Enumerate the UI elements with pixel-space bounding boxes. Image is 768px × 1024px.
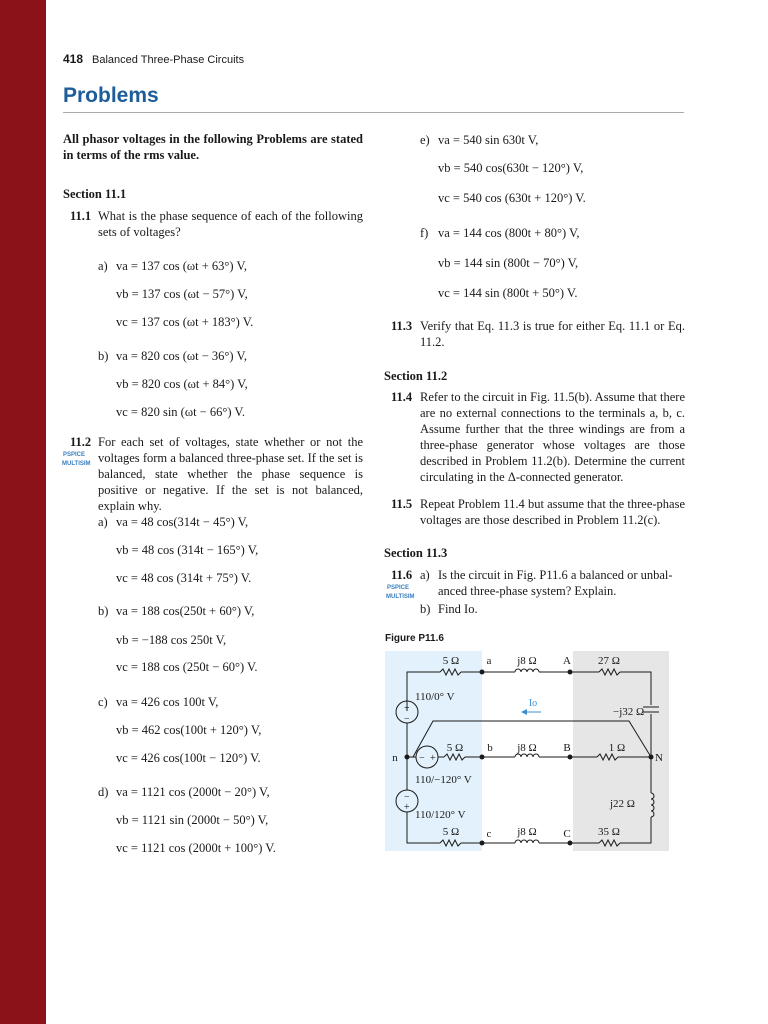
problem-text: What is the phase sequence of each of the following sets of voltages? [98, 209, 363, 239]
svg-text:−: − [404, 792, 410, 803]
equation: vb = 820 cos (ωt + 84°) V, [116, 377, 248, 391]
circuit-diagram [385, 651, 669, 851]
problem-text: For each set of voltages, state whether or not the voltages form a balanced three-phase set. If the set is balanced, state whether the phase sequence is positive or negative. If the set is not balanced, explain why. [98, 435, 363, 513]
equation: va = 1121 cos (2000t − 20°) V, [116, 785, 270, 799]
equation: vc = 188 cos (250t − 60°) V. [116, 660, 258, 674]
problem-number: 11.3 [391, 319, 413, 333]
equation: vb = 1121 sin (2000t − 50°) V, [116, 813, 269, 827]
problem-text: anced three-phase system? Explain. [438, 584, 617, 598]
part-label: a) [98, 515, 108, 529]
load-c-label: 35 Ω [598, 826, 620, 838]
equation: vc = 1121 cos (2000t + 100°) V. [116, 841, 276, 855]
equation: vb = 48 cos (314t − 165°) V, [116, 543, 259, 557]
equation: vc = 48 cos (314t + 75°) V. [116, 571, 252, 585]
load-a-label: 27 Ω [598, 655, 620, 667]
pspice-label: PSPICE [386, 585, 409, 591]
part-label: c) [98, 695, 108, 709]
part-label: d) [98, 785, 109, 799]
cap-label: −j32 Ω [613, 706, 645, 718]
equation: va = 820 cos (ωt − 36°) V, [116, 349, 248, 363]
svg-text:+: + [404, 703, 410, 714]
r-line-b-label: j8 Ω [517, 742, 537, 754]
svg-text:−: − [404, 714, 410, 725]
source-b-label: 110/−120° V [415, 774, 472, 786]
problem-number: 11.5 [391, 497, 413, 511]
intro-text: All phasor voltages in the following Problems are stated in terms of the rms value. [63, 132, 363, 162]
running-title: Balanced Three-Phase Circuits [92, 54, 245, 66]
node-b-label: b [487, 742, 493, 754]
equation: vc = 540 cos (630t + 120°) V. [438, 191, 586, 205]
problem-text: Is the circuit in Fig. P11.6 a balanced or unbal- [438, 568, 673, 582]
node-n-label: n [392, 752, 398, 764]
problem-text: Repeat Problem 11.4 but assume that the three-phase voltages are those described in Problem 11.2(c). [420, 497, 685, 527]
page-title: Problems [63, 84, 159, 107]
equation: vc = 144 sin (800t + 50°) V. [438, 286, 578, 300]
equation: vb = −188 cos 250t V, [116, 633, 227, 647]
equation: va = 144 cos (800t + 80°) V, [438, 226, 580, 240]
equation: vc = 137 cos (ωt + 183°) V. [116, 315, 254, 329]
node-c-label: c [486, 828, 492, 840]
source-c-label: 110/120° V [415, 809, 466, 821]
equation: vc = 820 sin (ωt − 66°) V. [116, 405, 245, 419]
r-source-a-label: 5 Ω [442, 655, 460, 667]
load-b-label: 1 Ω [608, 742, 626, 754]
r-source-c-label: 5 Ω [442, 826, 460, 838]
page-number: 418 [63, 52, 84, 66]
section-heading: Section 11.2 [384, 369, 448, 383]
part-label: b) [98, 349, 109, 363]
pspice-label: PSPICE [62, 452, 85, 458]
current-label: Io [528, 698, 538, 709]
part-label: a) [98, 259, 108, 273]
equation: va = 48 cos(314t − 45°) V, [116, 515, 249, 529]
r-line-c-label: j8 Ω [517, 826, 537, 838]
problem-number: 11.4 [391, 390, 413, 404]
problem-text: Find Io. [438, 602, 478, 616]
equation: va = 426 cos 100t V, [116, 695, 219, 709]
multisim-label: MULTISIM [62, 461, 91, 467]
source-region [385, 651, 482, 851]
node-N-label: N [655, 752, 663, 764]
r-source-b-label: 5 Ω [446, 742, 464, 754]
equation: vb = 137 cos (ωt − 57°) V, [116, 287, 248, 301]
equation: vc = 426 cos(100t − 120°) V. [116, 751, 261, 765]
running-header [63, 52, 244, 66]
equation: va = 188 cos(250t + 60°) V, [116, 604, 255, 618]
svg-text:+: + [404, 802, 410, 813]
part-label: b) [98, 604, 109, 618]
node-C-label: C [563, 828, 571, 840]
equation: va = 137 cos (ωt + 63°) V, [116, 259, 248, 273]
r-line-a-label: j8 Ω [517, 655, 537, 667]
node-a-label: a [486, 655, 492, 667]
ind-label: j22 Ω [610, 798, 635, 810]
figure-label: Figure P11.6 [385, 633, 444, 644]
problem-text: Verify that Eq. 11.3 is true for either Eq. 11.1 or Eq. 11.2. [420, 319, 685, 349]
multisim-label: MULTISIM [386, 594, 415, 600]
problem-number: 11.6 [391, 568, 413, 582]
part-label: f) [420, 226, 429, 240]
equation: vb = 462 cos(100t + 120°) V, [116, 723, 262, 737]
equation: vb = 144 sin (800t − 70°) V, [438, 256, 579, 270]
problem-text: Refer to the circuit in Fig. 11.5(b). Assume that there are no external connections to the terminals a, b, c. Assume further that the three windings are from a three-phase generator whose voltages are those described in Problem 11.2(b). Determine the current circulating in the Δ-connected generator. [420, 390, 685, 484]
svg-text:+: + [430, 753, 436, 764]
equation: va = 540 sin 630t V, [438, 133, 539, 147]
current-arrowhead [521, 709, 527, 715]
part-label: a) [420, 568, 430, 582]
part-label: e) [420, 133, 430, 147]
section-heading: Section 11.1 [63, 187, 127, 201]
node-B-label: B [563, 742, 571, 754]
problem-number: 11.2 [70, 435, 92, 449]
source-a-label: 110/0° V [415, 691, 455, 703]
equation: vb = 540 cos(630t − 120°) V, [438, 161, 584, 175]
node-A-label: A [563, 655, 571, 667]
pspice-badge [386, 584, 415, 602]
pspice-badge [62, 451, 91, 469]
title-rule [63, 112, 684, 113]
section-heading: Section 11.3 [384, 546, 448, 560]
page-edge-bar [0, 0, 46, 1024]
svg-text:−: − [419, 753, 425, 764]
problem-number: 11.1 [70, 209, 92, 223]
part-label: b) [420, 602, 431, 616]
